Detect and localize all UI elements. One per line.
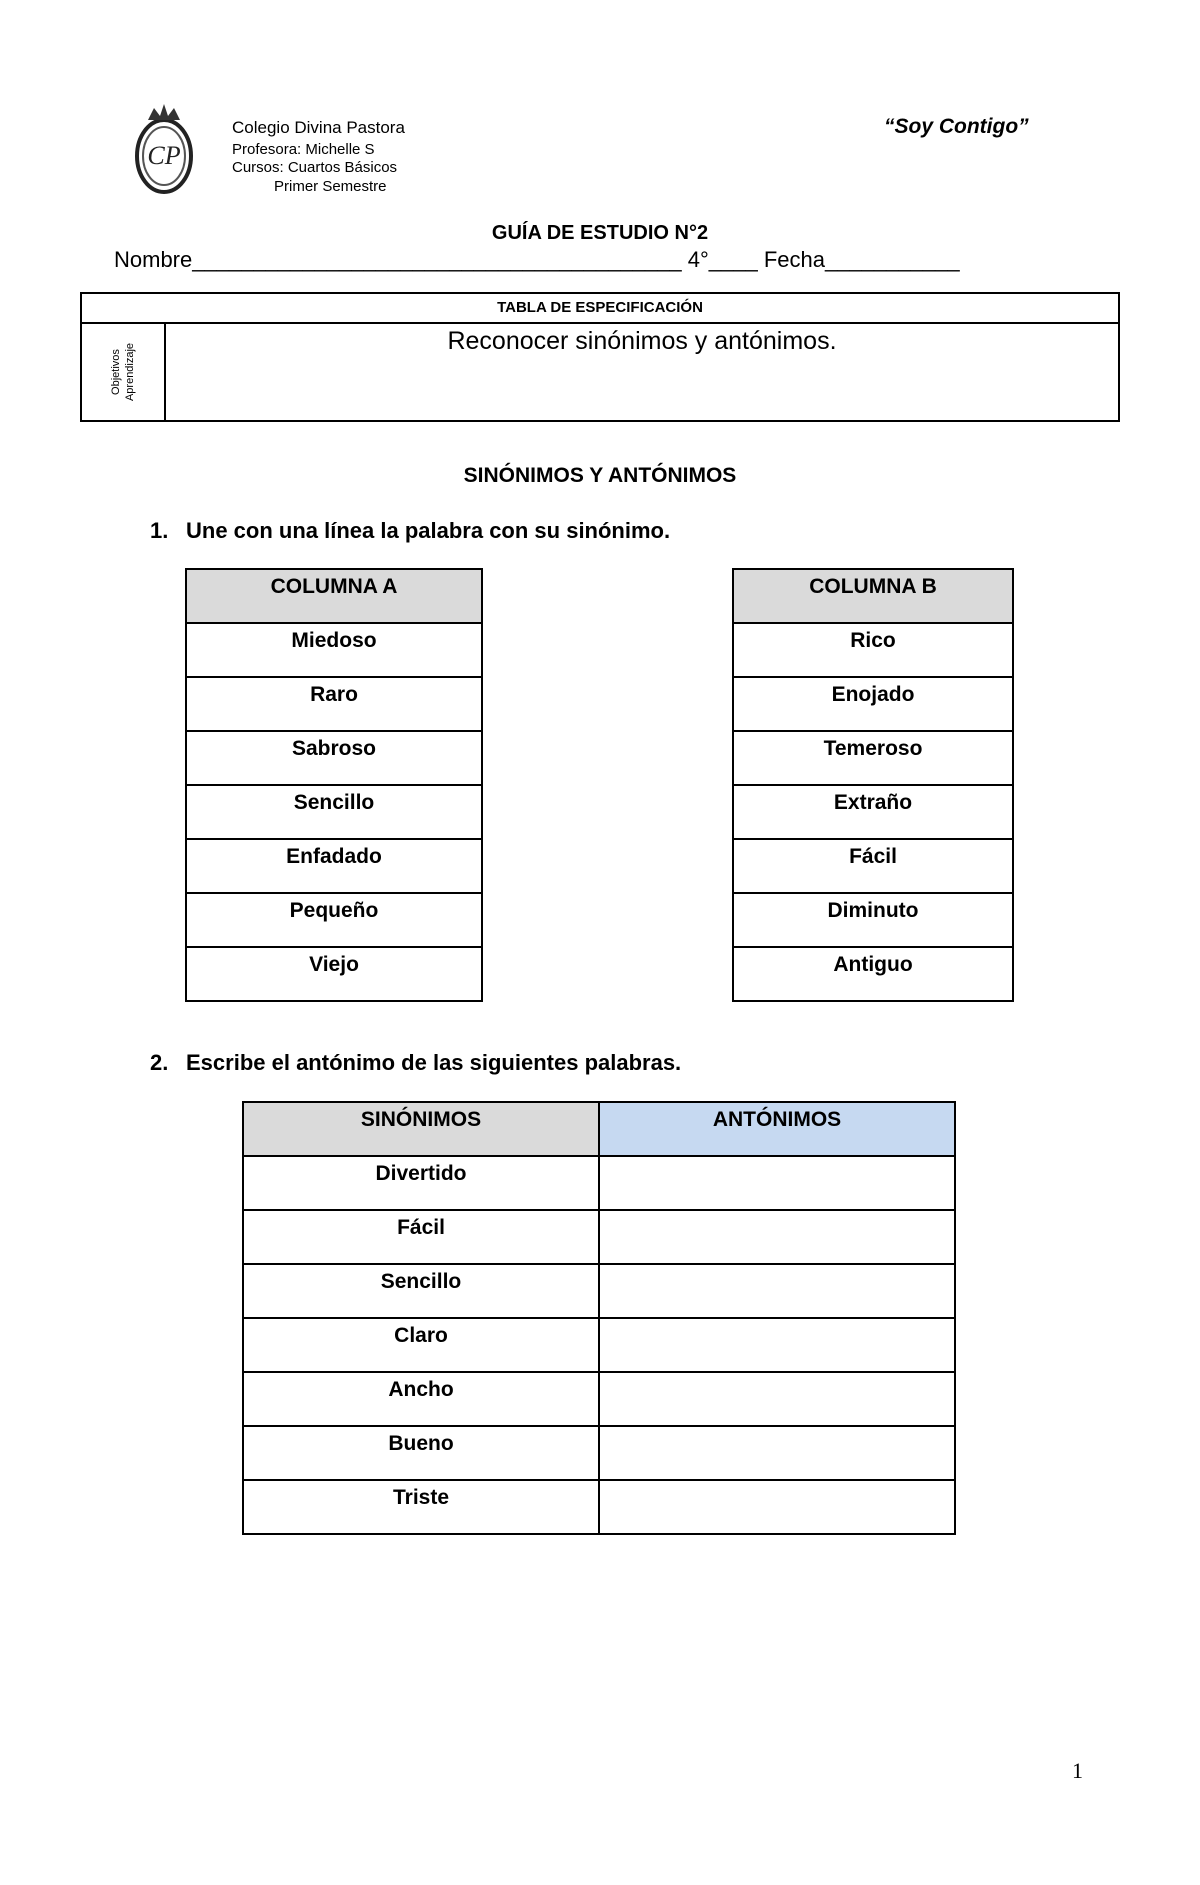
column-a-word[interactable]: Pequeño: [186, 893, 482, 947]
exercise-1-text: Une con una línea la palabra con su sinónimo.: [186, 518, 671, 543]
column-b-word[interactable]: Extraño: [733, 785, 1013, 839]
column-a-word[interactable]: Sabroso: [186, 731, 482, 785]
svg-text:CP: CP: [147, 141, 181, 170]
school-name: Colegio Divina Pastora: [232, 118, 405, 137]
word-cell: Ancho: [243, 1372, 599, 1426]
column-b-word[interactable]: Diminuto: [733, 893, 1013, 947]
exercise-2-text: Escribe el antónimo de las siguientes palabras.: [186, 1050, 682, 1075]
objectives-side-cell: [82, 324, 166, 420]
antonym-answer-cell[interactable]: [599, 1210, 955, 1264]
column-a-word[interactable]: Raro: [186, 677, 482, 731]
column-b-word[interactable]: Fácil: [733, 839, 1013, 893]
learning-objective: Reconocer sinónimos y antónimos.: [447, 327, 837, 355]
side-label-objetivos: Objetivos: [110, 349, 122, 395]
exercise-1-number: 1.: [150, 518, 169, 543]
side-label-aprendizaje: Aprendizaje: [124, 342, 136, 402]
word-cell: Divertido: [243, 1156, 599, 1210]
exercise-1-instruction: [150, 518, 670, 544]
antonym-answer-cell[interactable]: [599, 1480, 955, 1534]
antonym-answer-cell[interactable]: [599, 1372, 955, 1426]
word-cell: Triste: [243, 1480, 599, 1534]
column-b-word[interactable]: Enojado: [733, 677, 1013, 731]
antonym-answer-cell[interactable]: [599, 1318, 955, 1372]
section-title: SINÓNIMOS Y ANTÓNIMOS: [463, 464, 737, 487]
column-b-word[interactable]: Antiguo: [733, 947, 1013, 1001]
specification-table-header: TABLA DE ESPECIFICACIÓN: [82, 294, 1118, 324]
word-cell: Sencillo: [243, 1264, 599, 1318]
column-b-header: COLUMNA B: [733, 569, 1013, 623]
courses-line: Cursos: Cuartos Básicos: [232, 159, 398, 176]
exercise-2-instruction: [150, 1050, 681, 1076]
antonym-answer-cell[interactable]: [599, 1426, 955, 1480]
antonym-answer-cell[interactable]: [599, 1264, 955, 1318]
column-b-word[interactable]: Temeroso: [733, 731, 1013, 785]
column-a-word[interactable]: Viejo: [186, 947, 482, 1001]
column-a-table: [185, 568, 483, 1002]
antonym-table: [242, 1101, 956, 1535]
semester-line: Primer Semestre: [274, 178, 387, 195]
page-number: 1: [1072, 1758, 1083, 1783]
objectives-side-label: [109, 343, 137, 401]
school-crest-icon: [134, 102, 194, 196]
column-a-word[interactable]: Sencillo: [186, 785, 482, 839]
column-a-word[interactable]: Miedoso: [186, 623, 482, 677]
column-a-word[interactable]: Enfadado: [186, 839, 482, 893]
name-course-date-line: Nombre________________________________________ 4°____ Fecha___________: [114, 247, 960, 272]
column-b-table: [732, 568, 1014, 1002]
word-cell: Bueno: [243, 1426, 599, 1480]
teacher-name: Profesora: Michelle S: [232, 141, 375, 158]
column-b-word[interactable]: Rico: [733, 623, 1013, 677]
synonyms-header: SINÓNIMOS: [243, 1102, 599, 1156]
guide-title: GUÍA DE ESTUDIO N°2: [491, 222, 709, 244]
word-cell: Fácil: [243, 1210, 599, 1264]
antonyms-header: ANTÓNIMOS: [599, 1102, 955, 1156]
antonym-answer-cell[interactable]: [599, 1156, 955, 1210]
exercise-2-number: 2.: [150, 1050, 169, 1075]
column-a-header: COLUMNA A: [186, 569, 482, 623]
specification-table: [80, 292, 1120, 422]
word-cell: Claro: [243, 1318, 599, 1372]
school-motto: “Soy Contigo”: [884, 115, 1029, 138]
